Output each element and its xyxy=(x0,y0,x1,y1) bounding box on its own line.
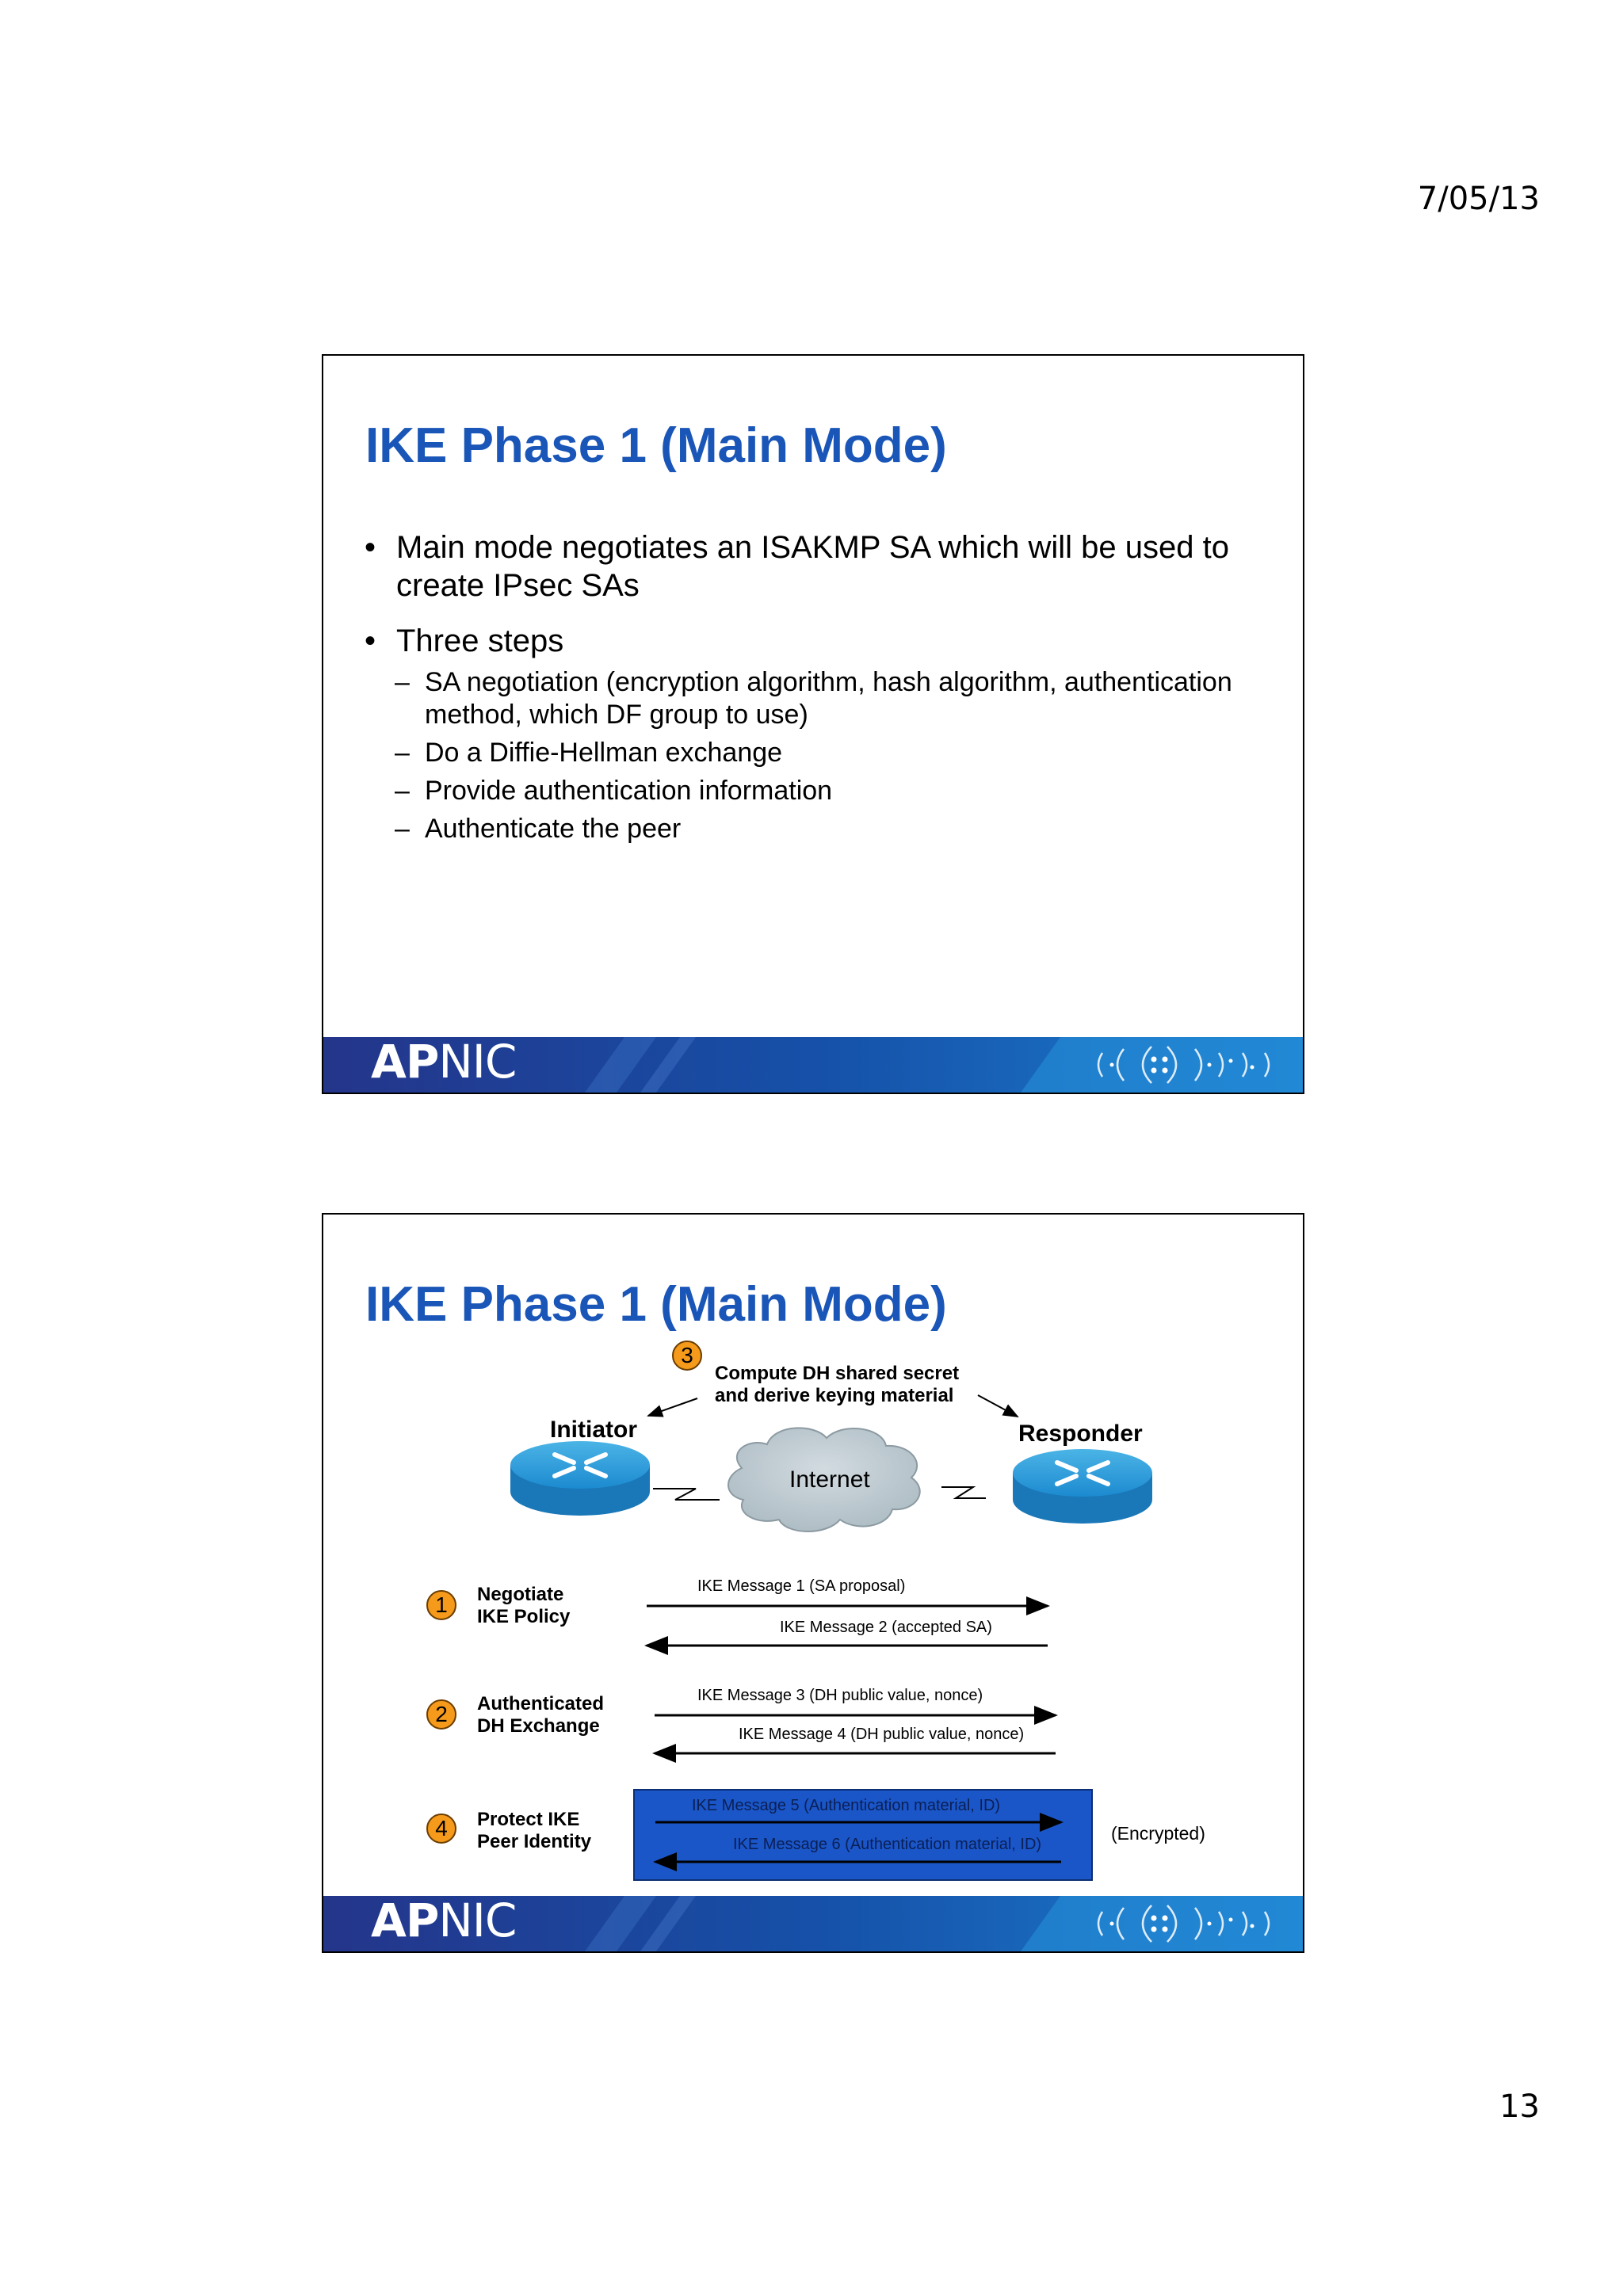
internet-label: Internet xyxy=(789,1466,870,1493)
sub-bullet-text: Authenticate the peer xyxy=(425,814,682,844)
step-3-line-2: and derive keying material xyxy=(715,1385,954,1406)
initiator-label: Initiator xyxy=(550,1417,637,1443)
page-date: 7/05/13 xyxy=(1417,181,1540,217)
slide-footer xyxy=(323,1037,1303,1093)
encrypted-label: (Encrypted) xyxy=(1111,1823,1205,1844)
slide-footer xyxy=(323,1896,1303,1951)
sub-bullet-text: SA negotiation (encryption algorithm, hash algorithm, authentication method, which DF group to use) xyxy=(425,667,1232,730)
bullet-item xyxy=(365,622,1284,660)
sub-bullet-text: Do a Diffie-Hellman exchange xyxy=(425,738,783,768)
step-3-line-1: Compute DH shared secret xyxy=(715,1363,960,1384)
ike-message-6: IKE Message 6 (Authentication material, ID) xyxy=(733,1836,1042,1853)
sub-bullet-text: Provide authentication information xyxy=(425,776,833,806)
slide-2-title: IKE Phase 1 (Main Mode) xyxy=(365,1277,947,1332)
step-2-label xyxy=(477,1693,604,1737)
step-number-badge: 4 xyxy=(426,1814,456,1844)
sub-bullet-dash: – xyxy=(395,776,410,806)
sub-bullet-item xyxy=(365,666,1284,731)
step-4-line-2: Peer Identity xyxy=(477,1831,592,1852)
slide-1 xyxy=(322,354,1304,1094)
step-2-line-1: Authenticated xyxy=(477,1693,605,1714)
ike-message-2: IKE Message 2 (accepted SA) xyxy=(780,1619,992,1636)
ike-message-3: IKE Message 3 (DH public value, nonce) xyxy=(697,1687,983,1704)
ike-message-4: IKE Message 4 (DH public value, nonce) xyxy=(739,1726,1025,1743)
step-3-label xyxy=(715,1363,959,1407)
initiator-router-icon xyxy=(510,1441,650,1516)
step-2-line-2: DH Exchange xyxy=(477,1715,600,1737)
sub-bullet-item xyxy=(365,775,1284,807)
step-1-label xyxy=(477,1584,570,1628)
arrow-to-responder xyxy=(978,1395,1018,1417)
slide-1-bullet-list xyxy=(365,528,1284,851)
step-1-line-1: Negotiate xyxy=(477,1584,564,1605)
step-4-label xyxy=(477,1809,591,1853)
sub-bullet-dash: – xyxy=(395,814,410,844)
step-1-line-2: IKE Policy xyxy=(477,1606,571,1627)
slide-1-title: IKE Phase 1 (Main Mode) xyxy=(365,418,947,473)
step-4-line-1: Protect IKE xyxy=(477,1809,580,1830)
step-number-badge: 3 xyxy=(672,1341,702,1371)
ike-message-5: IKE Message 5 (Authentication material, ID) xyxy=(692,1797,1001,1814)
bullet-item xyxy=(365,528,1284,605)
initiator-link xyxy=(653,1489,720,1500)
sub-bullet-dash: – xyxy=(395,667,410,697)
responder-link xyxy=(941,1487,986,1498)
bullet-text: Three steps xyxy=(396,624,564,658)
slide-2 xyxy=(322,1213,1304,1953)
sub-bullet-item xyxy=(365,737,1284,769)
ike-message-1: IKE Message 1 (SA proposal) xyxy=(697,1577,906,1595)
apnic-logo: APNIC xyxy=(371,1894,517,1947)
bullet-dot: • xyxy=(365,530,376,565)
bullet-dot: • xyxy=(365,624,376,658)
encrypted-messages-box xyxy=(633,1789,1093,1881)
arrow-to-initiator xyxy=(648,1398,697,1416)
sub-bullet-dash: – xyxy=(395,738,410,768)
bullet-text: Main mode negotiates an ISAKMP SA which will be used to create IPsec SAs xyxy=(396,530,1229,603)
sub-bullet-item xyxy=(365,813,1284,845)
responder-router-icon xyxy=(1013,1449,1152,1524)
responder-label: Responder xyxy=(1018,1421,1143,1447)
page-number: 13 xyxy=(1499,2088,1540,2125)
step-number-badge: 2 xyxy=(426,1699,456,1730)
step-number-badge: 1 xyxy=(426,1590,456,1620)
apnic-logo: APNIC xyxy=(371,1035,517,1089)
